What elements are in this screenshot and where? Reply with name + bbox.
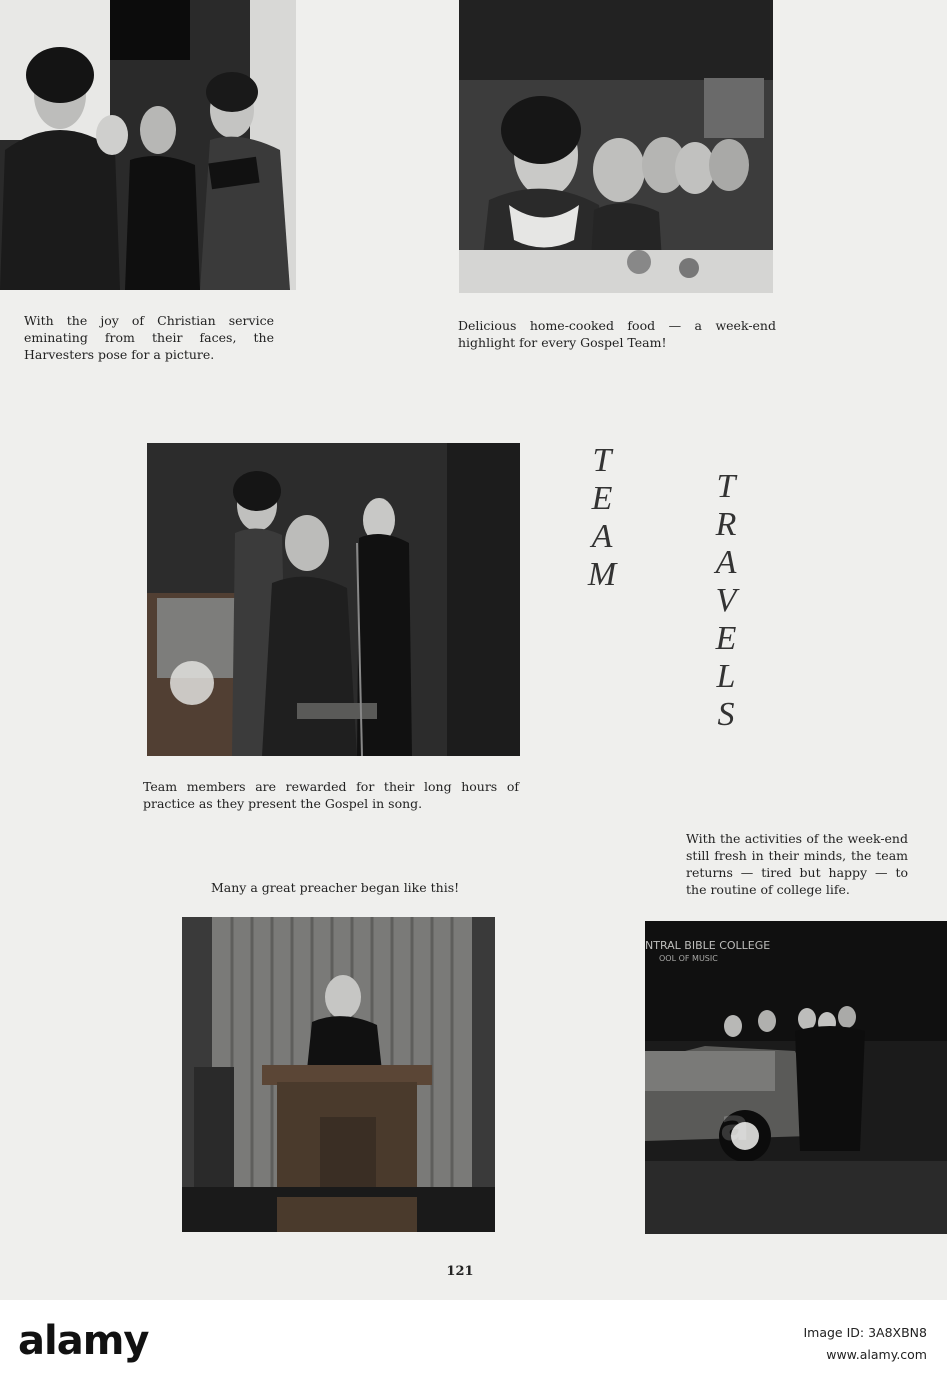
title-team-letter: E [591, 480, 613, 517]
page-number: 121 [446, 1264, 474, 1279]
photo-gospel-song [147, 443, 520, 756]
title-team [582, 442, 622, 594]
site-link[interactable]: www.alamy.com [826, 1347, 927, 1362]
footer-meta [803, 1322, 927, 1366]
caption-harvesters: With the joy of Christian service eminating from their faces, the Harvesters pose for a picture. [24, 313, 274, 362]
title-travels-letter: S [717, 696, 735, 733]
title-travels-letter: E [715, 620, 737, 657]
photo-sign-line1: NTRAL BIBLE COLLEGE [645, 939, 771, 952]
title-travels-letter: A [715, 544, 737, 581]
stock-footer [0, 1300, 947, 1390]
image-id-label: Image ID: 3A8XBN8 [803, 1325, 927, 1340]
caption-food: Delicious home-cooked food — a week-end highlight for every Gospel Team! [458, 318, 776, 350]
title-team-letter: M [587, 556, 617, 593]
caption-preacher: Many a great preacher began like this! [211, 880, 460, 895]
photo-preacher [182, 917, 495, 1232]
photo-team-returns [645, 921, 947, 1234]
photo-harvesters [0, 0, 296, 290]
title-travels [706, 468, 746, 734]
caption-song: Team members are rewarded for their long hours of practice as they present the Gospel in song. [143, 779, 519, 811]
photo-dinner [459, 0, 773, 293]
title-travels-letter: T [716, 468, 736, 505]
title-travels-letter: L [716, 658, 736, 695]
caption-returns: With the activities of the week-end still fresh in their minds, the team returns — tired but happy — to the routine of college life. [686, 831, 908, 897]
title-travels-letter: V [715, 582, 737, 619]
title-travels-letter: R [715, 506, 737, 543]
alamy-logo[interactable]: alamy [18, 1318, 149, 1364]
photo-sign-line2: OOL OF MUSIC [659, 954, 718, 963]
title-team-letter: A [591, 518, 613, 555]
title-team-letter: T [592, 442, 612, 479]
